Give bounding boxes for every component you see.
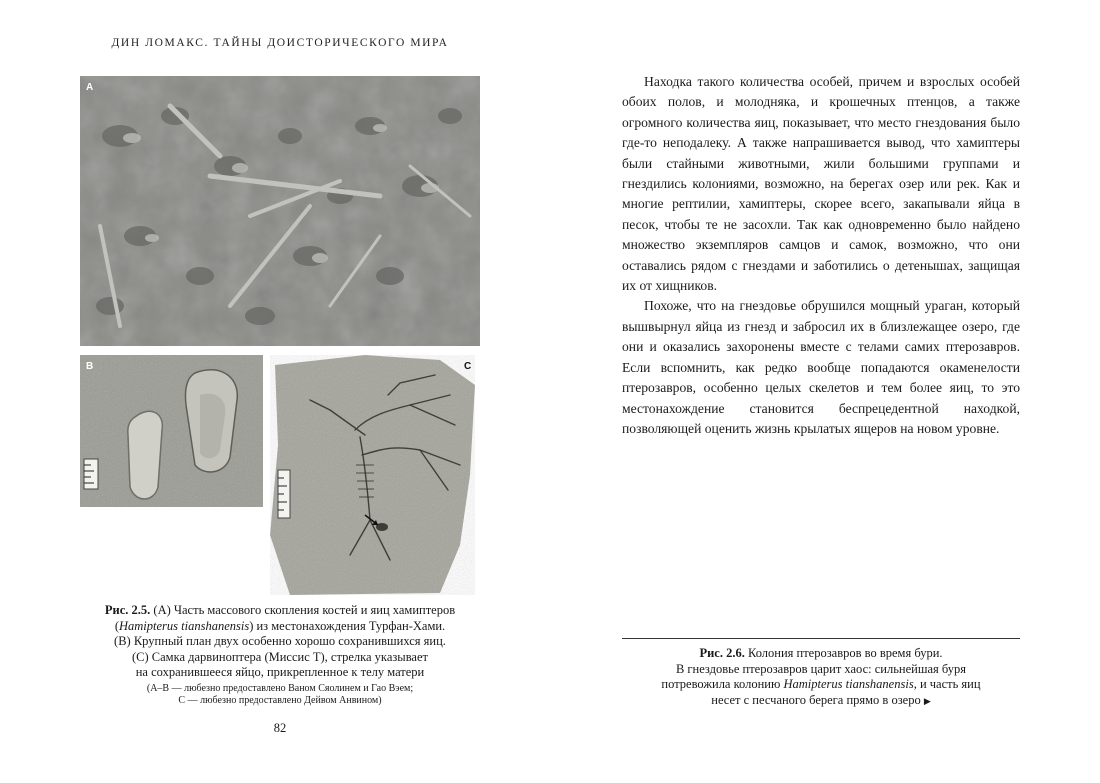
skeleton-slab-image (270, 355, 480, 595)
fig26-line3-post: , и часть яиц (913, 677, 981, 692)
caption-line2: ) из местонахождения Турфан-Хами. (249, 618, 446, 633)
paragraph: Похоже, что на гнездовье обрушился мощный ураган, который вышвырнул яйца из гнезд и забросил их в близлежащее озеро, где они и оказались захоронены вместе с телами самих птерозавров. Если вспомнить, как редко вообще попадаются окаменелости птерозавров, особенно целых скелетов и тем более яиц, то это местонахождение становится беспрецедентной находкой, позволяющей оценить жизнь крылатых ящеров на новом уровне. (622, 298, 1020, 436)
credits-line2: С — любезно предоставлено Дейвом Анвином) (178, 695, 382, 707)
fig26-line4: несет с песчаного берега прямо в озеро (711, 692, 921, 707)
fig26-line3-pre: потревожила колонию (661, 677, 784, 692)
figure-2-5-label: Рис. 2.5. (104, 603, 151, 617)
caption-line1: (А) Часть массового скопления костей и яиц хамиптеров (150, 603, 456, 617)
species-name: Hamipterus tianshanensis (783, 677, 914, 692)
paragraph: Находка такого количества особей, причем и взрослых особей обоих полов, и молодняка, и крошечных птенцов, а также огромного количества яиц, показывает, что место гнездования было где-то неподалеку. А также напрашивается вывод, что хамиптеры были стайными животными, жили большими группами и гнездились колониями, возможно, на берегах озер или рек. Как и многие рептилии, хамиптеры, скорее всего, закапывали яйца в песок, чтобы те не засохли. Так как одновременно было найдено множество экземпляров самцов и самок, возможно, что они оставались рядом с гнездами и заботились о детенышах, защищая их от хищников. (622, 74, 1020, 294)
body-text (622, 72, 1020, 439)
photo-bone-egg-accumulation (80, 76, 480, 346)
figure-credits (80, 683, 480, 708)
running-head: ДИН ЛОМАКС. ТАЙНЫ ДОИСТОРИЧЕСКОГО МИРА (111, 37, 449, 49)
fossil-bed-image (80, 76, 480, 346)
caption-line5: на сохранившееся яйцо, прикрепленное к телу матери (135, 665, 425, 680)
figure-2-6-label: Рис. 2.6. (699, 646, 745, 660)
figure-2-5-caption (80, 603, 480, 708)
panel-label-a: A (86, 82, 94, 93)
photo-darwinopterus-skeleton (270, 355, 480, 595)
caption-line3: (В) Крупный план двух особенно хорошо сохранившихся яиц. (114, 634, 446, 649)
triangle-right-icon: ▶ (923, 695, 931, 706)
caption-line4: (С) Самка дарвиноптера (Миссис Т), стрелка указывает (132, 649, 428, 664)
caption-divider (622, 638, 1020, 639)
eggs-closeup-image (80, 355, 263, 507)
panel-label-b: B (86, 361, 94, 372)
photo-two-eggs (80, 355, 263, 507)
right-page (550, 0, 1100, 783)
figure-2-6-caption (622, 646, 1020, 709)
fig26-line2: В гнездовье птерозавров царит хаос: сильнейшая буря (675, 661, 967, 676)
panel-label-c: C (464, 361, 472, 372)
caption-paren-open: ( (114, 618, 119, 633)
species-name: Hamipterus tianshanensis (118, 618, 250, 633)
fig26-line1: Колония птерозавров во время бури. (744, 646, 943, 660)
page-number: 82 (273, 721, 287, 735)
credits-line1: (А–В — любезно предоставлено Ваном Сяолинем и Гао Вэем; (146, 682, 414, 694)
